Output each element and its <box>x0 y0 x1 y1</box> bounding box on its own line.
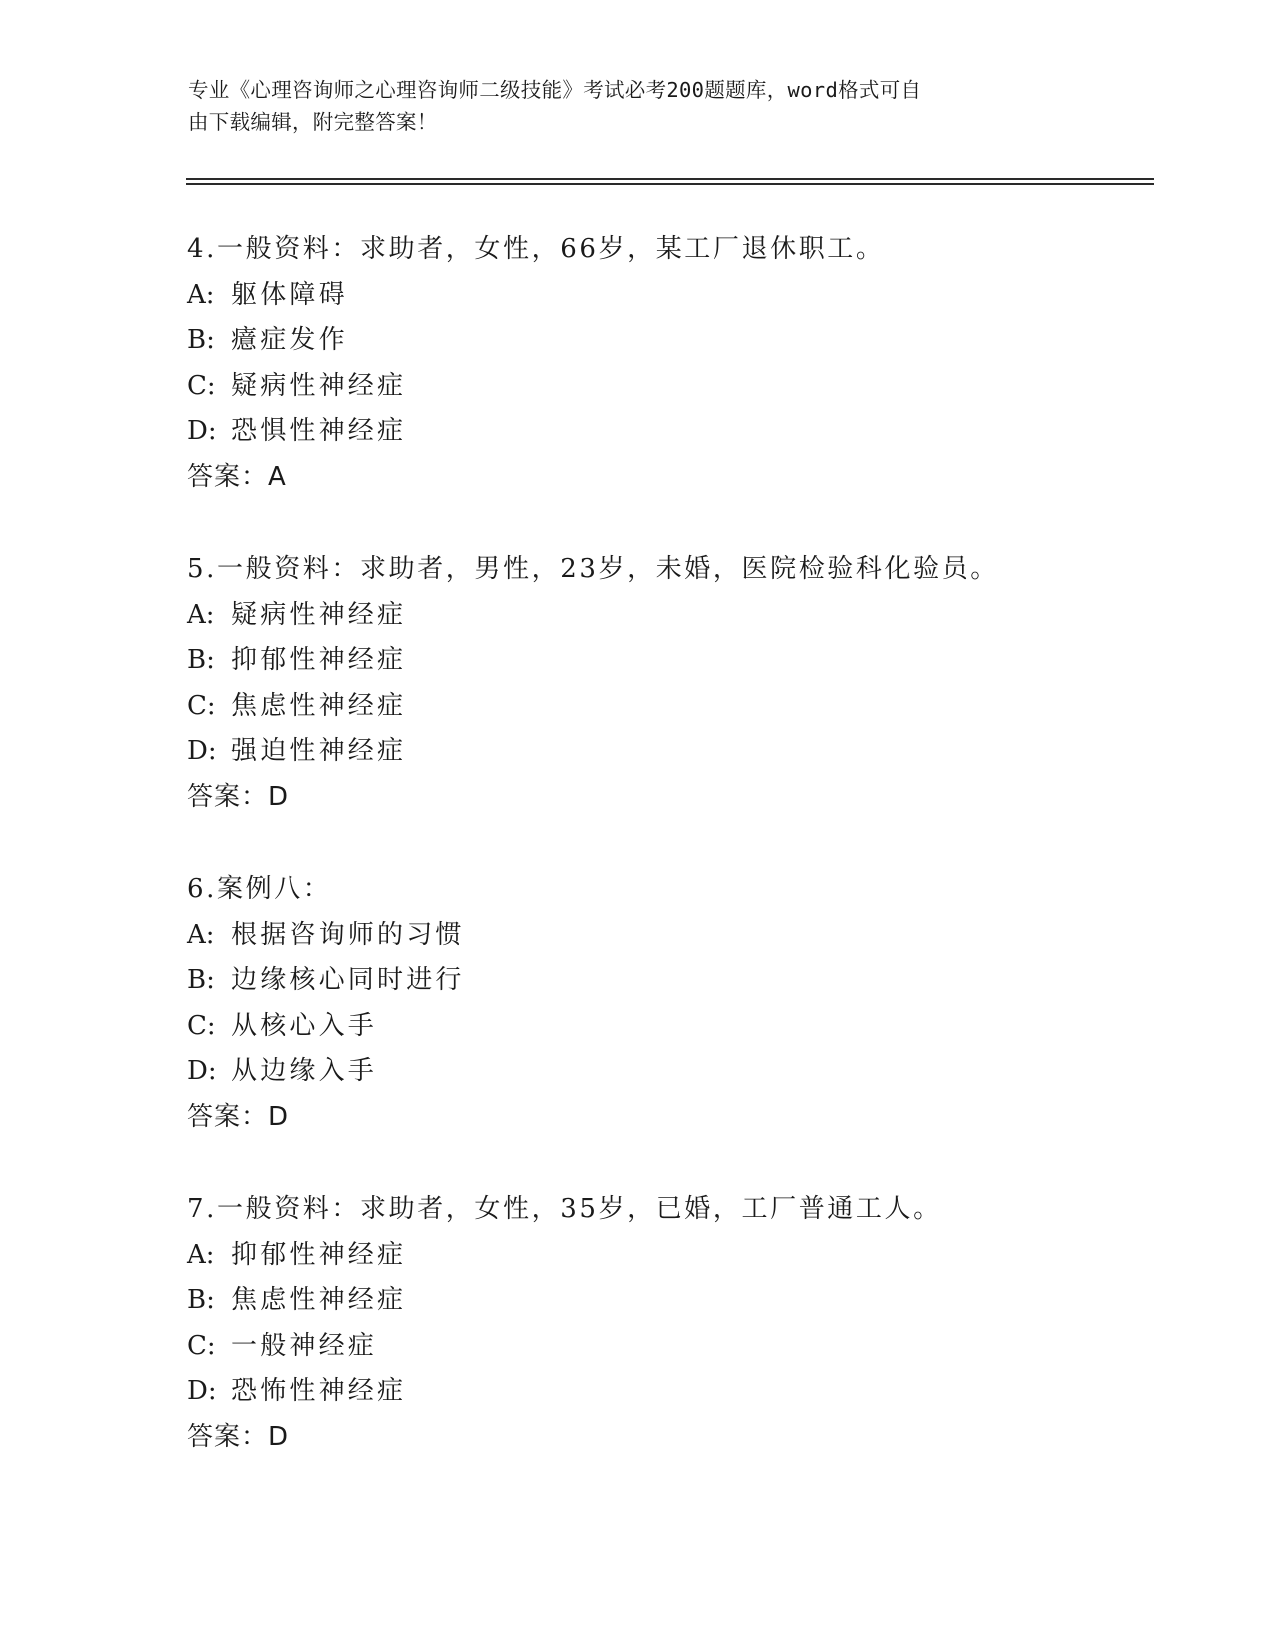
option-b <box>187 318 1147 364</box>
option-key: D: <box>187 416 217 447</box>
option-key: A: <box>187 599 215 630</box>
question-6 <box>187 867 1147 1141</box>
answer-label: 答案：D <box>187 1421 290 1452</box>
option-key: C: <box>187 690 216 721</box>
option-a <box>187 1233 1147 1279</box>
option-a <box>187 273 1147 319</box>
header-divider-bottom <box>186 183 1154 185</box>
option-text: 抑郁性神经症 <box>231 1239 407 1270</box>
option-text: 疑病性神经症 <box>231 599 407 630</box>
option-a <box>187 593 1147 639</box>
option-text: 抑郁性神经症 <box>231 645 407 676</box>
option-key: C: <box>187 1010 216 1041</box>
answer-label: 答案：D <box>187 781 290 812</box>
option-d <box>187 409 1147 455</box>
option-key: C: <box>187 370 216 401</box>
option-text: 强迫性神经症 <box>231 736 407 767</box>
option-c <box>187 364 1147 410</box>
option-text: 一般神经症 <box>231 1330 378 1361</box>
option-c <box>187 1324 1147 1370</box>
option-key: B: <box>187 965 215 996</box>
option-b <box>187 638 1147 684</box>
question-stem: 5.一般资料：求助者，男性，23岁，未婚，医院检验科化验员。 <box>187 554 999 584</box>
question-5 <box>187 547 1147 821</box>
option-key: B: <box>187 1285 215 1316</box>
option-text: 焦虑性神经症 <box>231 1285 407 1316</box>
option-text: 躯体障碍 <box>231 279 348 310</box>
option-text: 根据咨询师的习惯 <box>231 919 465 950</box>
option-text: 恐惧性神经症 <box>231 416 407 447</box>
option-key: C: <box>187 1330 216 1361</box>
option-text: 疑病性神经症 <box>231 370 407 401</box>
option-key: D: <box>187 1376 217 1407</box>
question-stem: 6.案例八： <box>187 874 332 904</box>
option-text: 从边缘入手 <box>231 1056 378 1087</box>
option-a <box>187 913 1147 959</box>
option-d <box>187 1049 1147 1095</box>
option-key: B: <box>187 645 215 676</box>
answer-label: 答案：A <box>187 461 287 492</box>
option-key: D: <box>187 736 217 767</box>
question-stem: 4.一般资料：求助者，女性，66岁，某工厂退休职工。 <box>187 234 885 264</box>
option-d <box>187 729 1147 775</box>
header-line-2: 由下载编辑，附完整答案！ <box>188 110 438 134</box>
option-key: A: <box>187 919 215 950</box>
option-text: 癔症发作 <box>231 325 348 356</box>
answer-label: 答案：D <box>187 1101 290 1132</box>
option-text: 焦虑性神经症 <box>231 690 407 721</box>
question-4 <box>187 227 1147 501</box>
option-c <box>187 1004 1147 1050</box>
question-stem: 7.一般资料：求助者，女性，35岁，已婚，工厂普通工人。 <box>187 1194 942 1224</box>
option-key: B: <box>187 325 215 356</box>
question-7 <box>187 1187 1147 1461</box>
option-b <box>187 958 1147 1004</box>
header-line-1: 专业《心理咨询师之心理咨询师二级技能》考试必考200题题库，word格式可自 <box>188 78 922 102</box>
option-key: D: <box>187 1056 217 1087</box>
option-key: A: <box>187 1239 215 1270</box>
header-divider-top <box>186 178 1154 180</box>
option-text: 从核心入手 <box>231 1010 378 1041</box>
option-c <box>187 684 1147 730</box>
option-text: 边缘核心同时进行 <box>231 965 465 996</box>
option-key: A: <box>187 279 215 310</box>
document-header <box>188 74 1068 138</box>
option-d <box>187 1369 1147 1415</box>
option-b <box>187 1278 1147 1324</box>
option-text: 恐怖性神经症 <box>231 1376 407 1407</box>
